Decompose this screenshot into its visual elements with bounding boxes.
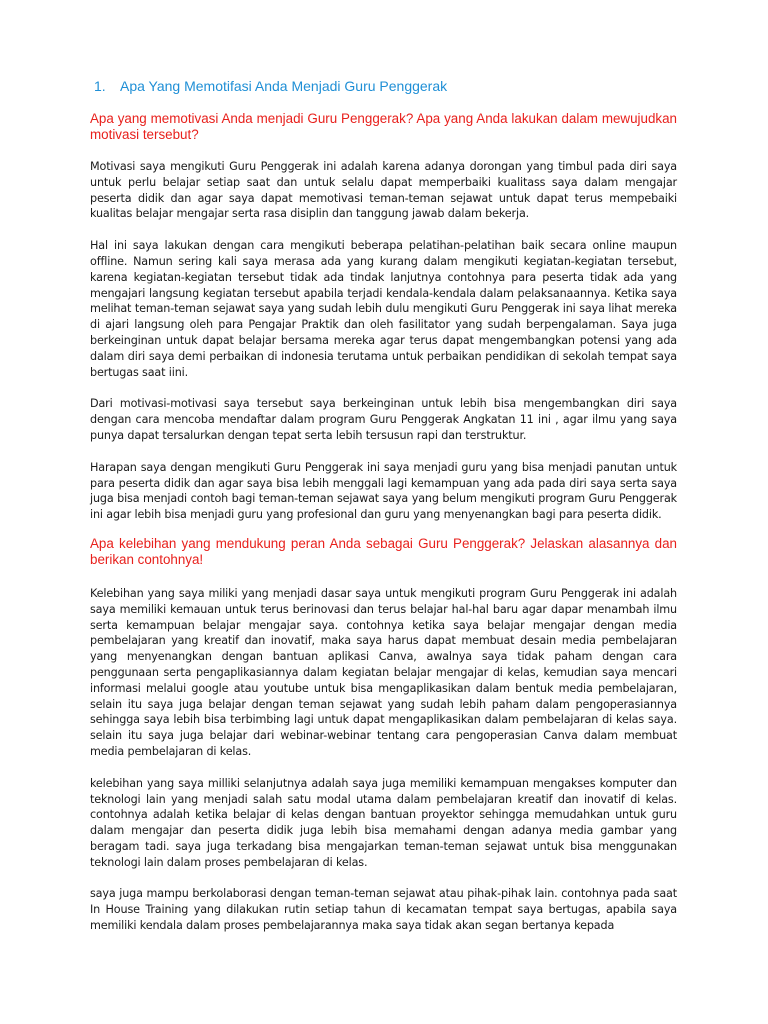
question-1: Apa yang memotivasi Anda menjadi Guru Penggerak? Apa yang Anda lakukan dalam mewujudkan motivasi tersebut? xyxy=(90,111,677,142)
answer-1-paragraph-1: Motivasi saya mengikuti Guru Penggerak ini adalah karena adanya dorongan yang timbul pada diri saya untuk perlu belajar setiap saat dan untuk selalu dapat memperbaiki kualitass saya dalam mengajar peserta didik dan agar saya dapat memotivasi teman-teman sejawat untuk dapat terus mempebaiki kualitas belajar mengajar serta rasa disiplin dan tanggung jawab dalam bekerja. xyxy=(90,160,677,221)
answer-2-paragraph-1: Kelebihan yang saya miliki yang menjadi dasar saya untuk mengikuti program Guru Penggerak ini adalah saya memiliki kemauan untuk terus berinovasi dan terus belajar hal-hal baru agar dapar menambah ilmu serta kemampuan belajar mengajar saya. contohnya ketika saya belajar mengajar dengan media pembelajaran yang kreatif dan inovatif, maka saya harus dapat membuat desain media pembelajaran yang menyenangkan dengan bantuan aplikasi Canva, awalnya saya tidak paham dengan cara penggunaan serta pengaplikasiannya dalam kegiatan belajar mengajar di kelas, kemudian saya mencari informasi melalui google atau youtube untuk bisa mengaplikasikan dalam bentuk media pembelajaran, selain itu saya juga belajar dengan teman sejawat yang sudah lebih paham dalam pengoperasiannya sehingga saya lebih bisa terbimbing lagi untuk dapat mengaplikasikan dalam pembelajaran di kelas saya. selain itu saya juga belajar dari webinar-webinar tentang cara pengoperasian Canva dalam membuat media pembelajaran di kelas. xyxy=(90,586,677,758)
answer-1-paragraph-3: Dari motivasi-motivasi saya tersebut saya berkeinginan untuk lebih bisa mengembangkan diri saya dengan cara mencoba mendaftar dalam program Guru Penggerak Angkatan 11 ini , agar ilmu yang saya punya dapat tersalurkan dengan tepat serta lebih tersusun rapi dan terstruktur. xyxy=(90,397,677,442)
section-heading xyxy=(90,78,677,95)
answer-1-paragraph-2: Hal ini saya lakukan dengan cara mengikuti beberapa pelatihan-pelatihan baik secara online maupun offline. Namun sering kali saya merasa ada yang kurang dalam mengikuti kegiatan-kegiatan tersebut, karena kegiatan-kegiatan tersebut tidak ada tindak lanjutnya contohnya para peserta tidak ada yang mengajari langsung kegiatan tersebut apabila terjadi kendala-kendala dalam pelaksanaannya. Ketika saya melihat teman-teman sejawat saya yang sudah lebih dulu mengikuti Guru Penggerak ini saya lihat mereka di ajari langsung oleh para Pengajar Praktik dan oleh fasilitator yang sudah berpengalaman. Saya juga berkeinginan untuk dapat belajar bersama mereka agar terus dapat mengembangkan potensi yang ada dalam diri saya demi perbaikan di indonesia terutama untuk perbaikan pendidikan di sekolah tempat saya bertugas saat iini. xyxy=(90,239,677,379)
section-number: 1. xyxy=(94,78,106,94)
answer-1-paragraph-4: Harapan saya dengan mengikuti Guru Penggerak ini saya menjadi guru yang bisa menjadi panutan untuk para peserta didik dan agar saya bisa lebih menggali lagi kemampuan yang ada pada diri saya serta saya juga bisa menjadi contoh bagi teman-teman sejawat saya yang belum mengikuti program Guru Penggerak ini agar lebih bisa menjadi guru yang profesional dan guru yang menyenangkan bagi para peserta didik. xyxy=(90,460,677,522)
answer-2-paragraph-2: kelebihan yang saya milliki selanjutnya adalah saya juga memiliki kemampuan mengakses komputer dan teknologi lain yang menjadi salah satu modal utama dalam pembelajaran kreatif dan inovatif di kelas. contohnya adalah ketika belajar di kelas dengan bantuan proyektor sehingga memudahkan untuk guru dalam mengajar dan peserta didik juga lebih bisa memahami dengan adanya media gambar yang beragam tadi. saya juga terkadang bisa mengajarkan teman-teman sejawat untuk bisa menggunakan teknologi lain dalam proses pembelajaran di kelas. xyxy=(90,776,677,869)
answer-2-paragraph-3: saya juga mampu berkolaborasi dengan teman-teman sejawat atau pihak-pihak lain. contohnya pada saat In House Training yang dilakukan rutin setiap tahun di kecamatan tempat saya bertugas, apabila saya memiliki kendala dalam proses pembelajarannya maka saya tidak akan segan bertanya kepada xyxy=(90,887,677,933)
section-heading-text: Apa Yang Memotifasi Anda Menjadi Guru Penggerak xyxy=(120,78,448,94)
document-page xyxy=(90,72,677,934)
question-2: Apa kelebihan yang mendukung peran Anda sebagai Guru Penggerak? Jelaskan alasannya dan berikan contohnya! xyxy=(90,535,677,567)
